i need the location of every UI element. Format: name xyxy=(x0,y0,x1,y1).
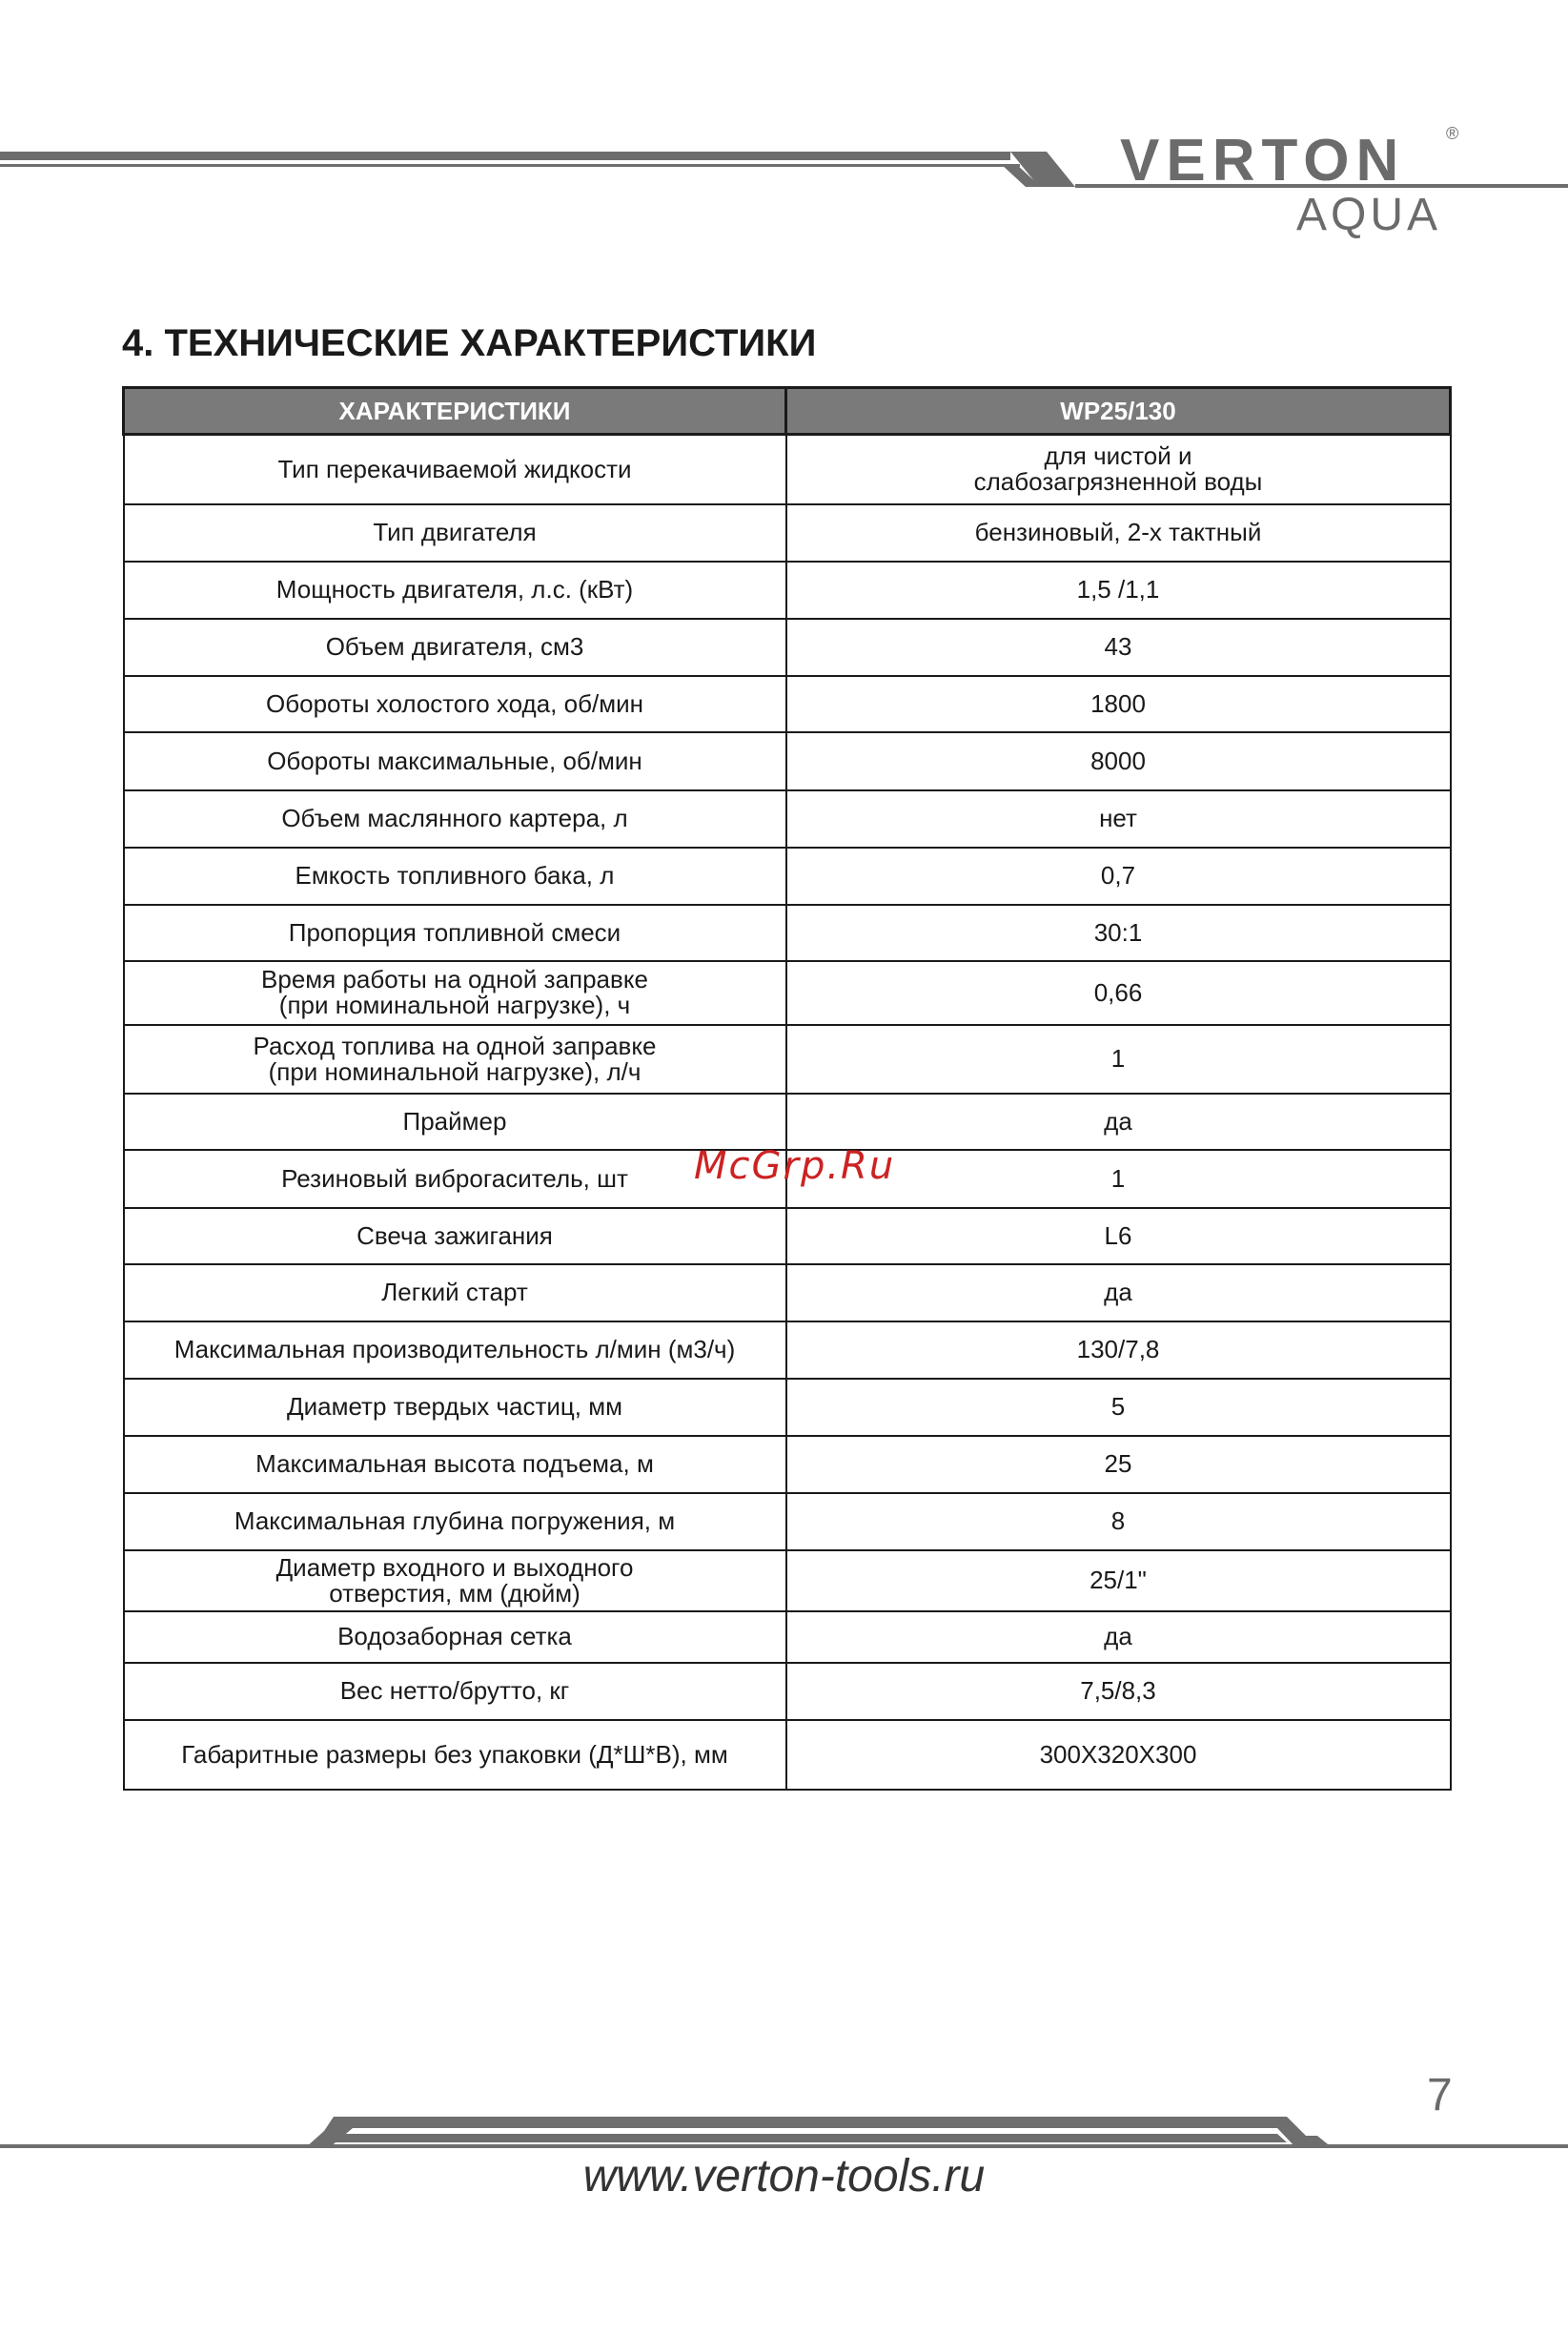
spec-name: Обороты максимальные, об/мин xyxy=(124,732,786,790)
header-model: WP25/130 xyxy=(786,388,1451,435)
table-row xyxy=(124,1025,1451,1094)
spec-value: 25/1" xyxy=(786,1550,1451,1611)
spec-name: Мощность двигателя, л.с. (кВт) xyxy=(124,562,786,619)
spec-value: нет xyxy=(786,790,1451,848)
spec-name: Пропорция топливной смеси xyxy=(124,905,786,961)
spec-value: 1 xyxy=(786,1150,1451,1208)
spec-value: да xyxy=(786,1264,1451,1321)
spec-value: 43 xyxy=(786,619,1451,676)
spec-name: Диаметр входного и выходного отверстия, мм (дюйм) xyxy=(124,1550,786,1611)
website-url[interactable]: www.verton-tools.ru xyxy=(582,2151,986,2202)
watermark: McGrp.Ru xyxy=(694,1144,896,1188)
spec-name: Свеча зажигания xyxy=(124,1208,786,1264)
spec-name: Расход топлива на одной заправке (при номинальной нагрузке), л/ч xyxy=(124,1025,786,1094)
spec-table xyxy=(122,386,1452,1791)
table-row xyxy=(124,790,1451,848)
spec-value: 8000 xyxy=(786,732,1451,790)
spec-value: 1800 xyxy=(786,676,1451,732)
header-characteristics: ХАРАКТЕРИСТИКИ xyxy=(124,388,786,435)
spec-name: Резиновый виброгаситель, шт xyxy=(124,1150,786,1208)
table-row xyxy=(124,504,1451,562)
table-row xyxy=(124,848,1451,905)
spec-value: 0,7 xyxy=(786,848,1451,905)
spec-name: Максимальная производительность л/мин (м3/ч) xyxy=(124,1321,786,1379)
footer-stripes xyxy=(0,2107,1568,2155)
spec-name: Емкость топливного бака, л xyxy=(124,848,786,905)
spec-value: бензиновый, 2-х тактный xyxy=(786,504,1451,562)
spec-name: Время работы на одной заправке (при номинальной нагрузке), ч xyxy=(124,961,786,1025)
spec-value: 25 xyxy=(786,1436,1451,1493)
spec-value: для чистой и слабозагрязненной воды xyxy=(786,435,1451,504)
table-row xyxy=(124,1321,1451,1379)
table-row xyxy=(124,905,1451,961)
table-row xyxy=(124,1379,1451,1436)
spec-value: 1 xyxy=(786,1025,1451,1094)
table-row xyxy=(124,1264,1451,1321)
brand-logo xyxy=(1120,124,1459,240)
spec-name: Габаритные размеры без упаковки (Д*Ш*В), мм xyxy=(124,1720,786,1790)
table-row xyxy=(124,619,1451,676)
spec-name: Диаметр твердых частиц, мм xyxy=(124,1379,786,1436)
table-row xyxy=(124,1611,1451,1663)
spec-value: 7,5/8,3 xyxy=(786,1663,1451,1720)
spec-value: 0,66 xyxy=(786,961,1451,1025)
table-row xyxy=(124,1720,1451,1790)
table-row xyxy=(124,961,1451,1025)
spec-name: Объем двигателя, см3 xyxy=(124,619,786,676)
table-row xyxy=(124,1663,1451,1720)
spec-value: 300X320X300 xyxy=(786,1720,1451,1790)
spec-value: 1,5 /1,1 xyxy=(786,562,1451,619)
spec-name: Максимальная глубина погружения, м xyxy=(124,1493,786,1550)
spec-name: Вес нетто/брутто, кг xyxy=(124,1663,786,1720)
brand-name: VERTON xyxy=(1120,128,1406,194)
table-row xyxy=(124,562,1451,619)
registered-mark: ® xyxy=(1446,124,1459,143)
spec-value: да xyxy=(786,1094,1451,1150)
table-row xyxy=(124,676,1451,732)
page-number: 7 xyxy=(1427,2070,1453,2120)
spec-name: Объем маслянного картера, л xyxy=(124,790,786,848)
table-row xyxy=(124,1208,1451,1264)
spec-name: Тип перекачиваемой жидкости xyxy=(124,435,786,504)
spec-name: Обороты холостого хода, об/мин xyxy=(124,676,786,732)
spec-name: Тип двигателя xyxy=(124,504,786,562)
table-row xyxy=(124,435,1451,504)
spec-value: 8 xyxy=(786,1493,1451,1550)
spec-value: 5 xyxy=(786,1379,1451,1436)
spec-name: Легкий старт xyxy=(124,1264,786,1321)
spec-name: Максимальная высота подъема, м xyxy=(124,1436,786,1493)
spec-value: 30:1 xyxy=(786,905,1451,961)
spec-table-header xyxy=(124,388,1451,435)
table-row xyxy=(124,732,1451,790)
spec-value: да xyxy=(786,1611,1451,1663)
table-row xyxy=(124,1550,1451,1611)
spec-value: L6 xyxy=(786,1208,1451,1264)
section-title: 4. ТЕХНИЧЕСКИЕ ХАРАКТЕРИСТИКИ xyxy=(122,322,817,364)
brand-sub: AQUA xyxy=(1296,190,1442,240)
table-row xyxy=(124,1493,1451,1550)
spec-name: Праймер xyxy=(124,1094,786,1150)
table-row xyxy=(124,1436,1451,1493)
spec-value: 130/7,8 xyxy=(786,1321,1451,1379)
spec-name: Водозаборная сетка xyxy=(124,1611,786,1663)
table-row xyxy=(124,1094,1451,1150)
